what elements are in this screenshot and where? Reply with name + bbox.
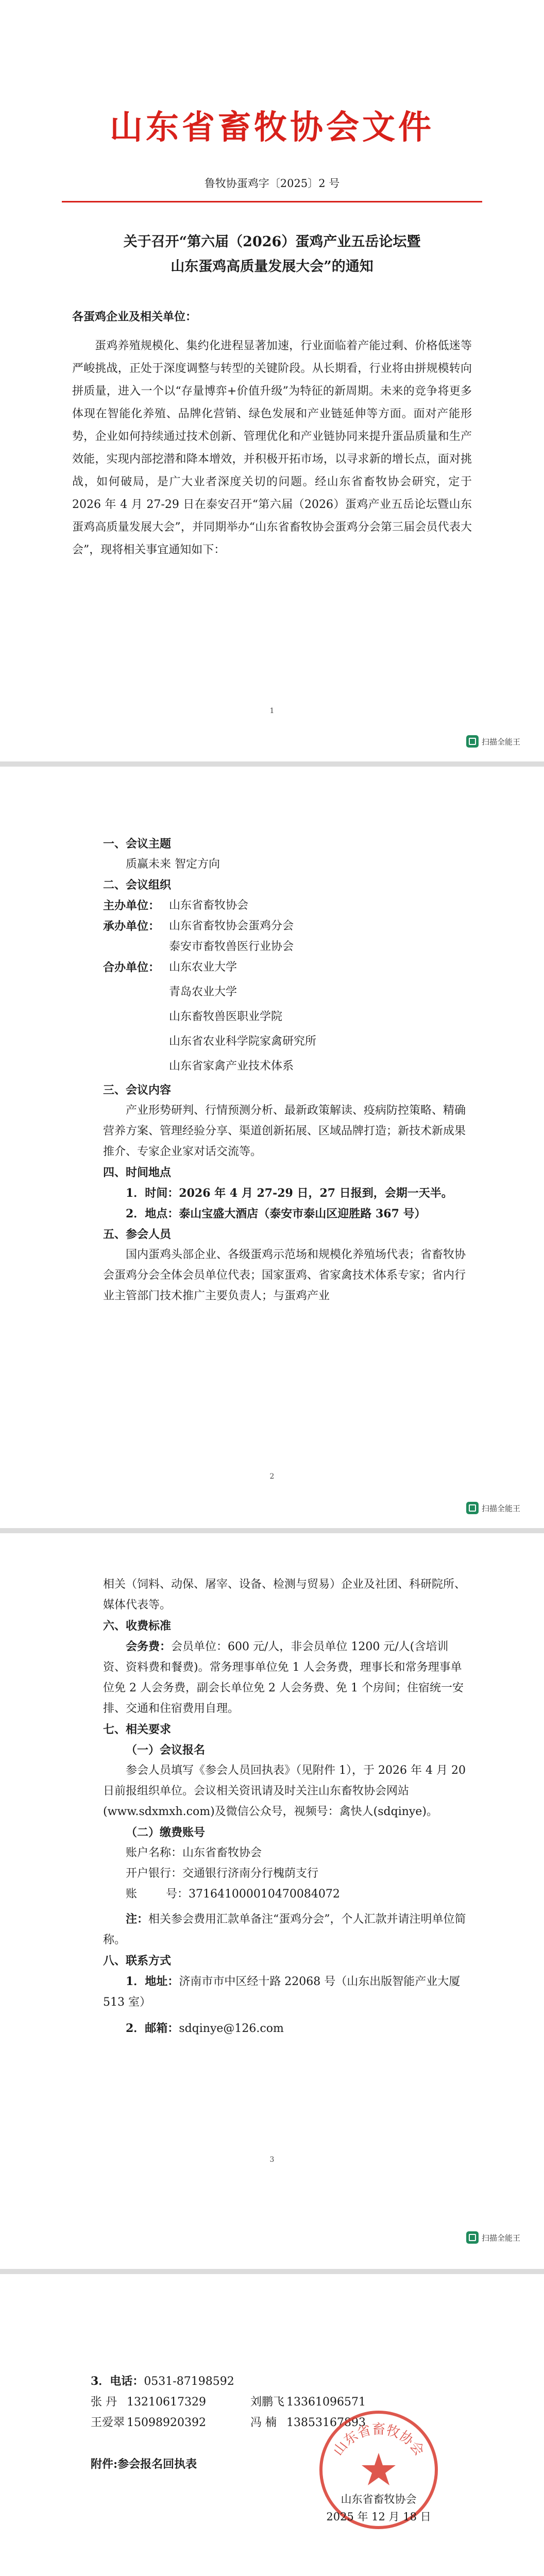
attachment-line: 附件:参会报名回执表	[91, 2458, 197, 2471]
section-4-heading: 四、时间地点	[103, 1166, 172, 1179]
co-organizer-name: 山东畜牧兽医职业学院	[169, 1010, 283, 1023]
notice-title-line-2: 山东蛋鸡高质量发展大会”的通知	[171, 259, 373, 275]
undertaker-label: 承办单位：	[103, 920, 160, 933]
co-organizer-name: 山东省农业科学院家禽研究所	[169, 1035, 317, 1048]
document-page-4	[0, 2274, 544, 2576]
section-1-text: 质赢未来 智定方向	[126, 858, 220, 871]
page-number: 3	[269, 2156, 275, 2164]
document-number: 鲁牧协蛋鸡字〔2025〕2 号	[204, 177, 340, 190]
signing-organization: 山东省畜牧协会	[341, 2493, 417, 2505]
account-number-row	[103, 1884, 467, 1905]
phone-label: 3．电话：	[91, 2375, 144, 2388]
bank-name: 交通银行济南分行槐荫支行	[182, 1867, 319, 1880]
scan-badge-label: 扫描全能王	[481, 737, 520, 747]
scan-badge	[466, 2231, 520, 2244]
co-organizer-label: 合办单位：	[103, 961, 160, 974]
payment-note-label: 注：	[126, 1912, 149, 1926]
contact-name: 刘鹏飞	[250, 2396, 285, 2409]
section-5-text: 国内蛋鸡头部企业、各级蛋鸡示范场和规模化养殖场代表；省畜牧协会蛋鸡分会全体会员单位代表；国家蛋鸡、省家禽技术体系专家；省内行业主管部门技术推广主要负责人；与蛋鸡产业	[103, 1248, 466, 1302]
undertaker-row	[103, 916, 467, 937]
requirement-1-heading: （一）会议报名	[126, 1743, 206, 1757]
scanner-logo-icon	[466, 2231, 479, 2244]
bank-label: 开户银行：	[126, 1867, 183, 1880]
email-address: sdqinye@126.com	[179, 2022, 284, 2035]
payment-note-text: 相关参会费用汇款单备注“蛋鸡分会”，个人汇款并请注明单位简称。	[103, 1913, 466, 1946]
scan-badge-label: 扫描全能王	[481, 2233, 520, 2243]
phone-row	[91, 2371, 467, 2392]
red-header-title: 山东省畜牧协会文件	[110, 108, 434, 147]
address-text: 济南市市中区经十路 22068 号（山东出版智能产业大厦 513 室）	[103, 1975, 461, 2009]
account-number: 371641000010470084072	[188, 1888, 340, 1901]
signature-block	[314, 2490, 443, 2526]
section-2-heading: 二、会议组织	[103, 878, 172, 892]
undertaker-name: 山东省畜牧协会蛋鸡分会	[169, 920, 294, 933]
co-organizer-name: 山东农业大学	[169, 961, 237, 974]
meeting-time: 1．时间：2026 年 4 月 27-29 日，27 日报到，会期一天半。	[126, 1187, 453, 1200]
fee-paragraph	[103, 1636, 467, 1719]
section-5-heading: 五、参会人员	[103, 1228, 172, 1241]
co-organizer-name: 山东省家禽产业技术体系	[169, 1060, 294, 1073]
account-number-label: 账 号：	[126, 1888, 189, 1901]
scan-badge	[466, 735, 520, 748]
requirement-2-heading: （二）缴费账号	[126, 1826, 206, 1839]
organizer-label: 主办单位：	[103, 899, 160, 912]
section-1-heading: 一、会议主题	[103, 837, 172, 851]
signing-date: 2025 年 12 月 18 日	[326, 2511, 431, 2523]
section-5-continued: 相关（饲料、动保、屠宰、设备、检测与贸易）企业及社团、科研院所、媒体代表等。	[103, 1578, 466, 1612]
scanner-logo-icon	[466, 1502, 479, 1514]
contact-phone: 15098920392	[127, 2416, 206, 2429]
red-divider-line	[62, 201, 482, 202]
office-phone: 0531-87198592	[144, 2375, 234, 2388]
contact-phone: 13210617329	[127, 2396, 206, 2409]
co-organizer-row	[103, 957, 467, 978]
address-row	[103, 1971, 467, 2013]
scan-badge	[466, 1501, 520, 1515]
fee-label: 会务费：	[126, 1640, 172, 1653]
contact-phone: 13361096571	[286, 2396, 366, 2409]
contact-name: 冯 楠	[250, 2416, 277, 2429]
document-page-2	[0, 767, 544, 1528]
requirement-1-text: 参会人员填写《参会人员回执表》（见附件 1），于 2026 年 4 月 20 日前报组织单位。会议相关资讯请及时关注山东畜牧协会网站(www.sdxmxh.com)及微信公众号，视频号：禽快人(sdqinye)。	[103, 1764, 466, 1818]
salutation: 各蛋鸡企业及相关单位：	[72, 310, 197, 324]
co-organizer-name: 青岛农业大学	[169, 986, 237, 998]
address-label: 1．地址：	[126, 1975, 179, 1988]
section-7-heading: 七、相关要求	[103, 1723, 172, 1736]
organizer-name: 山东省畜牧协会	[169, 899, 249, 912]
contact-name: 张 丹	[91, 2396, 117, 2409]
page-number: 1	[269, 707, 275, 715]
seal-text: 山东省畜牧协会	[330, 2422, 427, 2459]
account-name-row	[103, 1843, 467, 1863]
section-8-heading: 八、联系方式	[103, 1954, 172, 1968]
email-label: 2．邮箱：	[126, 2022, 179, 2035]
fee-and-requirements	[103, 1574, 467, 2039]
organizer-row	[103, 895, 467, 916]
page-number: 2	[269, 1472, 275, 1481]
meeting-place: 2．地点：泰山宝盛大酒店（泰安市泰山区迎胜路 367 号）	[126, 1207, 426, 1221]
intro-paragraph: 蛋鸡养殖规模化、集约化进程显著加速，行业面临着产能过剩、价格低迷等严峻挑战，正处于深度调整与转型的关键阶段。从长期看，行业将由拼规模转向拼质量，进入一个以“存量博弈+价值升级”为特征的新周期。未来的竞争将更多体现在智能化养殖、品牌化营销、绿色发展和产业链延伸等方面。面对产能形势，企业如何持续通过技术创新、管理优化和产业链协同来提升蛋品质量和生产效能，实现内部挖潜和降本增效，并积极开拓市场，以寻求新的增长点，面对挑战，如何破局，是广大业者深度关切的问题。经山东省畜牧协会研究，定于 2026 年 4 月 27-29 日在泰安召开“第六届（2026）蛋鸡产业五岳论坛暨山东蛋鸡高质量发展大会”，并同期举办“山东省畜牧协会蛋鸡分会第三届会员代表大会”，现将相关事宜通知如下：	[72, 340, 472, 556]
contact-name: 王爱翠	[91, 2416, 125, 2429]
account-name: 山东省畜牧协会	[182, 1846, 262, 1859]
scan-badge-label: 扫描全能王	[481, 1503, 520, 1513]
scanner-logo-icon	[466, 735, 479, 748]
intro-paragraph-block	[72, 335, 472, 562]
fee-text: 会员单位：600 元/人，非会员单位 1200 元/人(含培训资、资料费和餐费)。常务理事单位免 1 人会务费，理事长和常务理事单位免 2 人会务费，副会长单位免 2 人会务费、免 1 个房间；住宿统一安排、交通和住宿费用自理。	[103, 1640, 464, 1715]
email-row	[103, 2018, 467, 2039]
account-name-label: 账户名称：	[126, 1846, 183, 1859]
notice-title	[62, 230, 482, 279]
contact-phone: 13853167893	[286, 2416, 366, 2429]
notice-title-line-1: 关于召开“第六届（2026）蛋鸡产业五岳论坛暨	[123, 234, 421, 250]
section-3-text: 产业形势研判、行情预测分析、最新政策解读、疫病防控策略、精确营养方案、管理经验分享、渠道创新拓展、区域品牌打造；新技术新成果推介、专家企业家对话交流等。	[103, 1104, 466, 1158]
section-6-heading: 六、收费标准	[103, 1619, 172, 1633]
payment-note	[103, 1909, 467, 1951]
document-page-1	[0, 0, 544, 761]
section-3-heading: 三、会议内容	[103, 1083, 172, 1097]
undertaker-name: 泰安市畜牧兽医行业协会	[169, 940, 294, 953]
bank-row	[103, 1863, 467, 1884]
meeting-sections	[103, 834, 467, 1307]
document-page-3	[0, 1533, 544, 2269]
